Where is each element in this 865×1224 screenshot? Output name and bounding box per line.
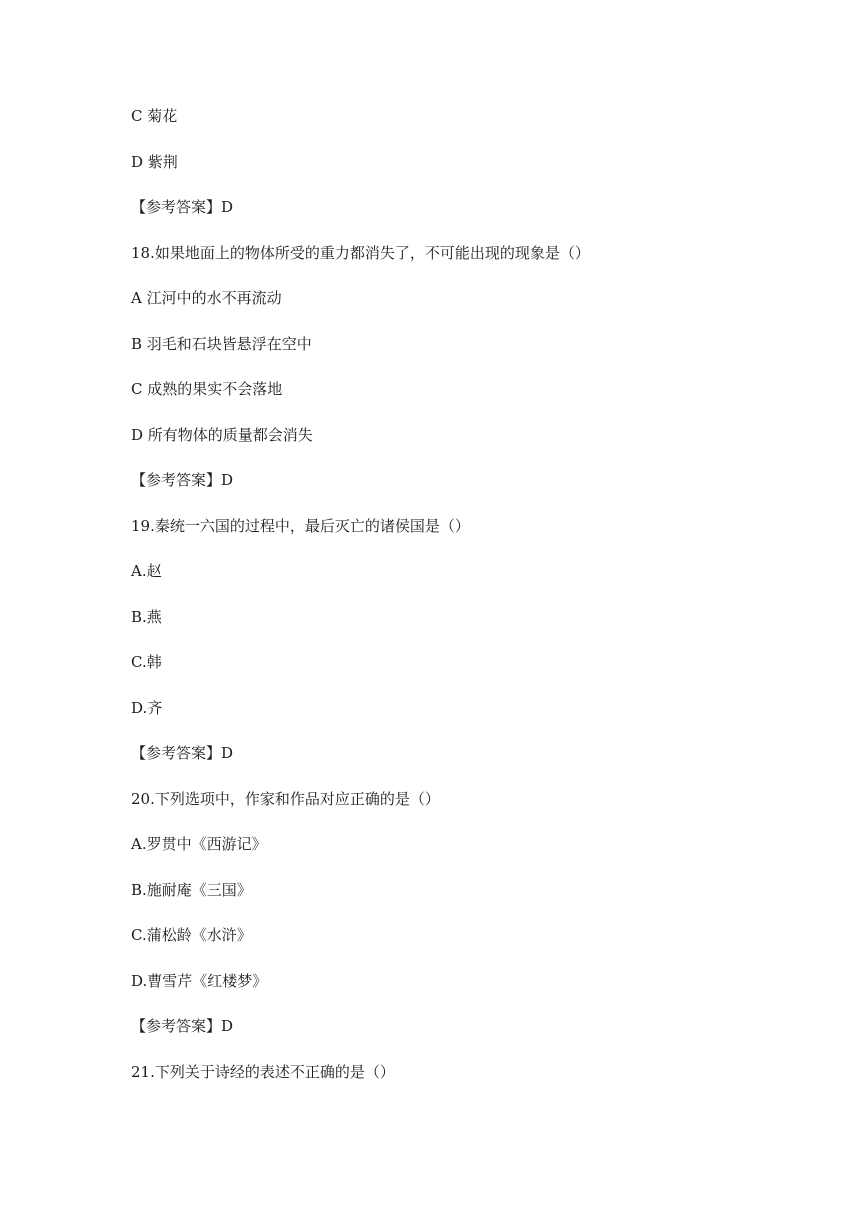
option-b-q18: B 羽毛和石块皆悬浮在空中 — [131, 335, 312, 353]
option-a-q19: A.赵 — [131, 562, 162, 580]
option-d-q18: D 所有物体的质量都会消失 — [131, 426, 313, 444]
option-b-q19: B.燕 — [131, 608, 162, 626]
question-21: 21.下列关于诗经的表述不正确的是（） — [131, 1063, 395, 1081]
option-d-q20: D.曹雪芹《红楼梦》 — [131, 972, 268, 990]
option-b-q20: B.施耐庵《三国》 — [131, 881, 252, 899]
question-19: 19.秦统一六国的过程中，最后灭亡的诸侯国是（） — [131, 517, 470, 535]
option-c-q18: C 成熟的果实不会落地 — [131, 380, 283, 398]
option-a-q18: A 江河中的水不再流动 — [131, 289, 282, 307]
option-d-q19: D.齐 — [131, 699, 163, 717]
option-c-q17: C 菊花 — [131, 107, 178, 125]
option-a-q20: A.罗贯中《西游记》 — [131, 835, 267, 853]
option-d-q17: D 紫荆 — [131, 153, 178, 171]
option-c-q19: C.韩 — [131, 653, 162, 671]
option-c-q20: C.蒲松龄《水浒》 — [131, 926, 252, 944]
answer-q19: 【参考答案】D — [131, 744, 234, 762]
question-20: 20.下列选项中，作家和作品对应正确的是（） — [131, 790, 440, 808]
question-18: 18.如果地面上的物体所受的重力都消失了，不可能出现的现象是（） — [131, 244, 590, 262]
answer-q20: 【参考答案】D — [131, 1017, 234, 1035]
answer-q18: 【参考答案】D — [131, 471, 234, 489]
answer-q17: 【参考答案】D — [131, 198, 234, 216]
